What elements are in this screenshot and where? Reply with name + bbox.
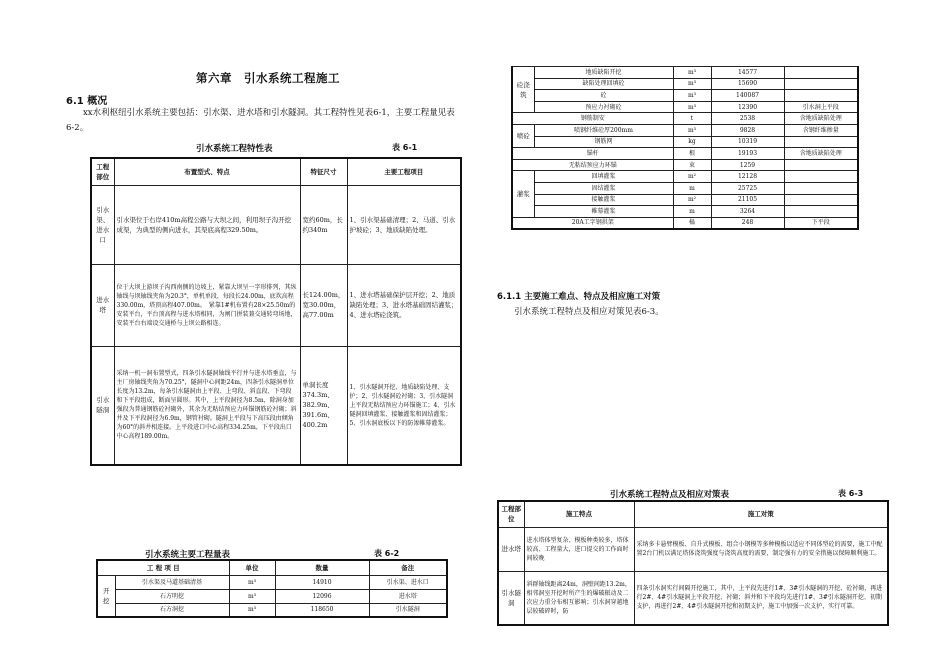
table-row bbox=[512, 136, 858, 148]
t62c-unit: m bbox=[673, 182, 711, 194]
t62c-unit: m³ bbox=[673, 124, 711, 136]
t61-items: 1、引水隧洞开挖、地质缺陷处理、支护；2、引水隧洞砼衬砌；3、引水隧洞上平段无粘结预应力环锚施工；4、引水隧洞回填灌浆、接触灌浆和固结灌浆；5、引水洞底板以下的防渗帷幕灌浆。 bbox=[347, 346, 461, 465]
table-row bbox=[91, 264, 461, 346]
section-6-1-heading: 6.1 概况 bbox=[66, 96, 108, 107]
t62c-qty: 14577 bbox=[711, 67, 784, 79]
table-6-2-number: 表 6-2 bbox=[374, 549, 400, 558]
t62c-item: 20A工字钢拱架 bbox=[512, 217, 673, 229]
t62c-unit: 榀 bbox=[673, 217, 711, 229]
t61-header-dim: 特征尺寸 bbox=[300, 158, 347, 185]
table-row bbox=[512, 148, 858, 160]
t62c-unit: 束 bbox=[673, 159, 711, 171]
t62c-note bbox=[784, 78, 858, 90]
t62-header-unit: 单位 bbox=[229, 560, 275, 575]
table-row bbox=[512, 159, 858, 171]
t61-desc: 位于大坝上游坝子沟西南侧的边坡上，紧靠大坝呈一字形排列，其纵轴线与坝轴线夹角为20.3°，单机单段，每段长24.00m，底坎高程330.00m，塔顶高程407.00m。 紧靠1#机布置有28×25.50m的安装平台，平台顶高程与进水塔相同，为闸门拼装兼交通转弯场地，安装平台右端设交通桥与上坝公路相连。 bbox=[114, 264, 300, 346]
table-6-1-number: 表 6-1 bbox=[392, 143, 418, 152]
t61-header-part: 工程部位 bbox=[91, 158, 114, 185]
t62c-item: 砼 bbox=[534, 90, 673, 102]
t62c-unit: m² bbox=[673, 194, 711, 206]
t62c-item: 固结灌浆 bbox=[534, 182, 673, 194]
t62c-qty: 1259 bbox=[711, 159, 784, 171]
chapter-title: 第六章 引水系统工程施工 bbox=[196, 71, 340, 85]
t62c-qty: 9828 bbox=[711, 124, 784, 136]
table-row bbox=[512, 101, 858, 113]
table-row bbox=[498, 527, 888, 571]
t63-header-feature: 施工特点 bbox=[524, 501, 634, 527]
table-row bbox=[498, 571, 888, 625]
t62c-qty: 19193 bbox=[711, 148, 784, 160]
t62c-note bbox=[784, 182, 858, 194]
t62c-qty: 140087 bbox=[711, 90, 784, 102]
t62c-unit: 根 bbox=[673, 148, 711, 160]
table-row bbox=[512, 113, 858, 125]
table-6-3-title: 引水系统工程特点及相应对策表 bbox=[610, 490, 730, 500]
t62c-item: 无粘结预应力环锚 bbox=[512, 159, 673, 171]
table-row bbox=[512, 78, 858, 90]
table-6-1-title: 引水系统工程特性表 bbox=[196, 144, 273, 154]
t62c-unit: m² bbox=[673, 171, 711, 183]
t62c-item: 帷幕灌浆 bbox=[534, 206, 673, 218]
t62c-note bbox=[784, 194, 858, 206]
t62c-group-label: 砼浇筑 bbox=[512, 67, 534, 113]
table-6-3 bbox=[497, 500, 889, 626]
t62c-note: 含地质缺陷处理 bbox=[784, 113, 858, 125]
t62-group-label: 开挖 bbox=[97, 575, 115, 617]
t62-unit: m³ bbox=[229, 575, 275, 589]
t61-dim: 单洞长度374.3m、382.9m、391.6m、400.2m bbox=[300, 346, 347, 465]
t61-part: 引水隧洞 bbox=[91, 346, 114, 465]
t62c-qty: 12390 bbox=[711, 101, 784, 113]
table-row bbox=[512, 194, 858, 206]
t63-part: 引水隧洞 bbox=[498, 571, 524, 625]
t62c-item: 喷钢纤维砼厚200mm bbox=[534, 124, 673, 136]
t62-header-qty: 数量 bbox=[275, 560, 369, 575]
t62c-item: 接触灌浆 bbox=[534, 194, 673, 206]
t62c-note: 引水洞上平段 bbox=[784, 101, 858, 113]
section-6-1-1-paragraph: 引水系统工程特点及相应对策见表6-3。 bbox=[514, 307, 664, 317]
table-row bbox=[512, 217, 858, 229]
t62c-item: 回填灌浆 bbox=[534, 171, 673, 183]
t62c-item: 锚杆 bbox=[512, 148, 673, 160]
table-row bbox=[512, 124, 858, 136]
t61-dim: 长124.00m，宽30.00m，高77.00m bbox=[300, 264, 347, 346]
t62c-qty: 12128 bbox=[711, 171, 784, 183]
t62c-note bbox=[784, 67, 858, 79]
t62c-note bbox=[784, 206, 858, 218]
t62c-item: 钢筋网 bbox=[534, 136, 673, 148]
table-row bbox=[512, 182, 858, 194]
t62c-qty: 3264 bbox=[711, 206, 784, 218]
table-row bbox=[512, 90, 858, 102]
t62c-qty: 25725 bbox=[711, 182, 784, 194]
t62c-unit: m³ bbox=[673, 78, 711, 90]
t62-qty: 118650 bbox=[275, 603, 369, 617]
t62c-qty: 248 bbox=[711, 217, 784, 229]
t62-note: 引水隧洞 bbox=[369, 603, 447, 617]
t62-item: 引水渠及马道基础清基 bbox=[115, 575, 229, 589]
table-6-2 bbox=[96, 559, 448, 618]
t62c-unit: t bbox=[673, 113, 711, 125]
t62c-item: 地质缺陷开挖 bbox=[534, 67, 673, 79]
t61-items: 1、引水渠基础清理；2、马道、引水护坡砼；3、地质缺陷处理。 bbox=[347, 185, 461, 264]
t63-measure: 采纳多卡悬臂模板、自升式模板、组合小钢模等多种模板以适应不同体型砼的需要，施工中配置2台门机以满足塔体浇筑强度与浇筑高度的需要，制定强有力的安全措施以保障顺利施工。 bbox=[634, 527, 888, 571]
t63-header-part: 工程部位 bbox=[498, 501, 524, 527]
t61-part: 引水渠、进水口 bbox=[91, 185, 114, 264]
t63-header-measure: 施工对策 bbox=[634, 501, 888, 527]
t62-unit: m³ bbox=[229, 589, 275, 603]
table-row bbox=[91, 346, 461, 465]
t61-part: 进水塔 bbox=[91, 264, 114, 346]
table-row bbox=[97, 575, 447, 589]
t62c-item: 缺陷处理回填砼 bbox=[534, 78, 673, 90]
t62-note: 引水渠、进水口 bbox=[369, 575, 447, 589]
t62c-note: 含地质缺陷处理 bbox=[784, 148, 858, 160]
t61-items: 1、进水塔基础保护层开挖；2、地质缺陷处理；3、进水塔基础固结灌浆；4、进水塔砼浇筑。 bbox=[347, 264, 461, 346]
t62c-note: 下平段 bbox=[784, 217, 858, 229]
t62c-note: 含钢纤维掺量 bbox=[784, 124, 858, 136]
t61-desc: 采纳一机一洞布置型式，四条引水隧洞轴线平行并与进水塔垂直，与主厂房轴线夹角为70.25°，隧洞中心间距24m，四条引水隧洞单位长度为13.2m，每条引水隧洞由上平段、上弯段、斜直段、下弯段和下平段组成，断面呈圆形。其中，上平段洞径为8.5m，除洞身加强段为普通钢筋砼衬砌外，其余为无粘结预应力环锚钢筋砼衬砌；斜井及下平段洞径为6.9m，钢管衬砌。隧洞上平段与下高压段由倾角为60°的斜井相连接。上平段进口中心高程334.25m，下平段出口中心高程189.00m。 bbox=[114, 346, 300, 465]
table-row bbox=[97, 589, 447, 603]
t63-part: 进水塔 bbox=[498, 527, 524, 571]
t61-dim: 宽约60m，长约340m bbox=[300, 185, 347, 264]
t62c-qty: 21105 bbox=[711, 194, 784, 206]
table-row bbox=[91, 185, 461, 264]
t62-qty: 14910 bbox=[275, 575, 369, 589]
t62c-note bbox=[784, 136, 858, 148]
t62c-unit: m³ bbox=[673, 101, 711, 113]
t62c-qty: 2538 bbox=[711, 113, 784, 125]
t62c-note bbox=[784, 90, 858, 102]
t61-header-items: 主要工程项目 bbox=[347, 158, 461, 185]
t62-header-item: 工 程 项 目 bbox=[97, 560, 229, 575]
table-row bbox=[97, 603, 447, 617]
table-6-3-number: 表 6-3 bbox=[838, 489, 864, 498]
t62c-qty: 15690 bbox=[711, 78, 784, 90]
table-6-2-continued bbox=[511, 66, 859, 230]
t62c-note bbox=[784, 159, 858, 171]
t62c-unit: m bbox=[673, 206, 711, 218]
t62c-note bbox=[784, 171, 858, 183]
t62c-qty: 10319 bbox=[711, 136, 784, 148]
t62-qty: 12096 bbox=[275, 589, 369, 603]
table-6-2-title: 引水系统主要工程量表 bbox=[145, 550, 231, 560]
table-row bbox=[512, 206, 858, 218]
t62-item: 石方明挖 bbox=[115, 589, 229, 603]
t62c-unit: m³ bbox=[673, 67, 711, 79]
t62c-item: 钢筋制安 bbox=[512, 113, 673, 125]
t62-unit: m³ bbox=[229, 603, 275, 617]
table-row bbox=[512, 171, 858, 183]
table-6-1 bbox=[90, 157, 462, 466]
t61-header-desc: 布置型式、特点 bbox=[114, 158, 300, 185]
t62-note: 进水塔 bbox=[369, 589, 447, 603]
t61-desc: 引水渠位于右岸410m高程公路与大坝之间，利用坝子沟开挖成渠，为典型的侧向进水，其渠底高程329.50m。 bbox=[114, 185, 300, 264]
t62c-group-label: 灌浆 bbox=[512, 171, 534, 217]
t62-item: 石方洞挖 bbox=[115, 603, 229, 617]
t62c-item: 预应力衬砌砼 bbox=[534, 101, 673, 113]
t63-measure: 四条引水洞实行间隔开挖施工，其中，上平段先进行1#、3#引水隧洞的开挖、砼衬砌，再进行2#、4#引水隧洞上平段开挖、衬砌；斜井和下平段均先进行1#、3#引水隧洞开挖、初期支护，再进行2#、4#引水隧洞开挖和初期支护，施工中加强一次支护，实行可靠。 bbox=[634, 571, 888, 625]
t62c-group-label: 喷砼 bbox=[512, 124, 534, 147]
t62c-unit: kg bbox=[673, 136, 711, 148]
t62-header-note: 备注 bbox=[369, 560, 447, 575]
table-row bbox=[512, 67, 858, 79]
t63-feature: 斜群轴线距离24m，洞壁间距13.2m，相邻洞室开挖时所产生的爆破振动及二次应力重分布相互影响；引水洞穿越地层较破碎时，防 bbox=[524, 571, 634, 625]
section-6-1-1-heading: 6.1.1 主要施工难点、特点及相应施工对策 bbox=[497, 292, 661, 302]
t63-feature: 进水塔体型复杂、模板种类较多，塔体较高、工程量大，进口提交的工作面时间较晚 bbox=[524, 527, 634, 571]
section-6-1-paragraph: xx水利枢纽引水系统主要包括：引水渠、进水塔和引水隧洞。其工程特性见表6-1，主要工程量见表6-2。 bbox=[66, 108, 455, 133]
t62c-unit: m³ bbox=[673, 90, 711, 102]
